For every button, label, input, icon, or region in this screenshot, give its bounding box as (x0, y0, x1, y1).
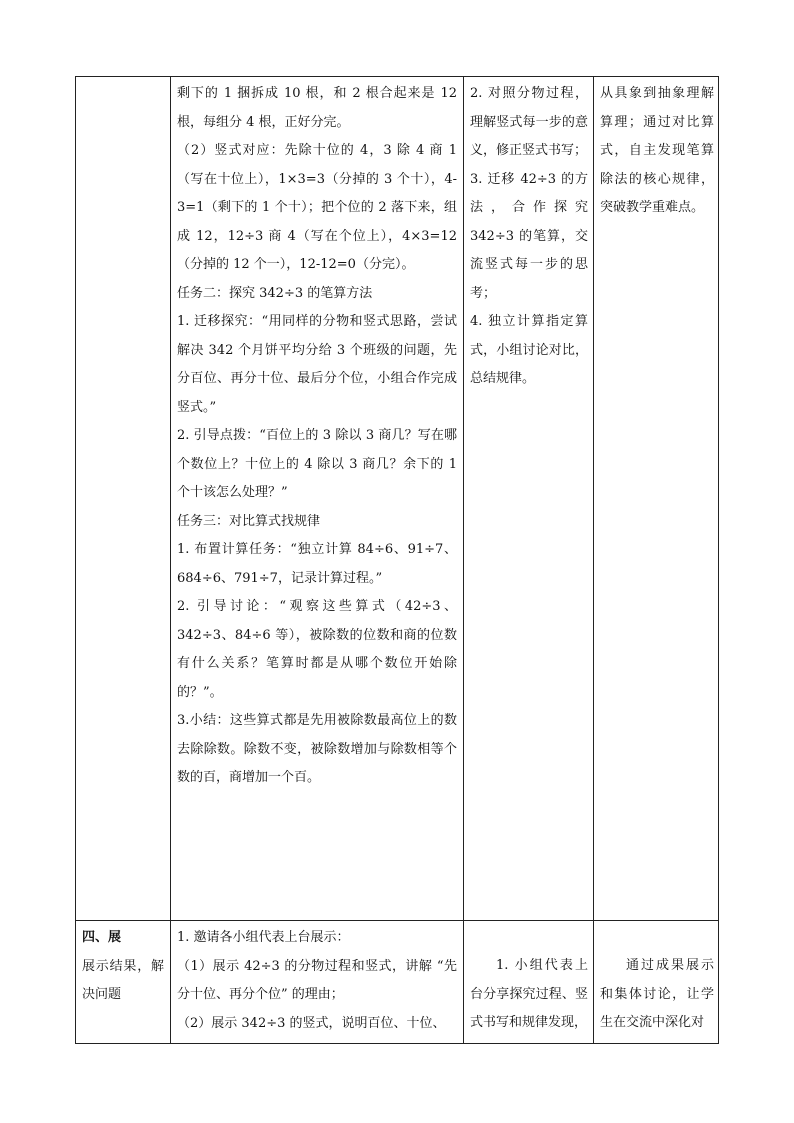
activity-paragraph: （2）展示 342÷3 的竖式，说明百位、十位、 (177, 1015, 446, 1031)
purpose-paragraph: 从具象到抽象理解算理；通过对比算式，自主发现笔算除法的核心规律，突破教学重难点。 (600, 86, 714, 215)
lesson-plan-table (75, 76, 719, 1044)
student-paragraph: 4. 独立计算指定算式，小组讨论对比，总结规律。 (470, 314, 588, 386)
activity-paragraph: 1. 邀请各小组代表上台展示： (177, 930, 350, 945)
table-row (76, 77, 719, 921)
task-heading: 任务二：探究 342÷3 的笔算方法 (177, 285, 373, 301)
stage-cell (76, 77, 171, 921)
teacher-activity-cell (171, 921, 464, 1044)
student-paragraph: 3. 迁移 42÷3 的方法，合作探究 342÷3 的笔算，交流竖式每一步的思考； (470, 171, 588, 301)
table-row (76, 921, 719, 1044)
activity-paragraph: 1. 迁移探究：“用同样的分物和竖式思路，尝试解决 342 个月饼平均分给 3 个班级的问题，先分百位、再分十位、最后分个位，小组合作完成竖式。” (177, 314, 457, 415)
activity-paragraph: 剩下的 1 捆拆成 10 根，和 2 根合起来是 12 根，每组分 4 根，正好分完。 (177, 86, 457, 130)
activity-paragraph: （2）竖式对应：先除十位的 4，3 除 4 商 1（写在十位上），1×3=3（分掉的 3 个十），4-3=1（剩下的 1 个十）；把个位的 2 落下来，组成 12，12÷3 商 4（写在个位上），4×3=12（分掉的 12 个一），12-12=0（分完）。 (177, 143, 457, 272)
task-heading: 任务三：对比算式找规律 (177, 513, 321, 529)
activity-paragraph: 1. 布置计算任务：“独立计算 84÷6、91÷7、684÷6、791÷7，记录计算过程。” (177, 542, 457, 586)
purpose-paragraph: 通过成果展示和集体讨论，让学生在交流中深化对 (600, 958, 714, 1030)
student-activity-cell (464, 921, 594, 1044)
activity-paragraph: （1）展示 42÷3 的分物过程和竖式，讲解 “先分十位、再分个位” 的理由； (177, 958, 457, 1002)
activity-paragraph: 2. 引导点拨：“百位上的 3 除以 3 商几？写在哪个数位上？十位上的 4 除以 3 商几？余下的 1 个十该怎么处理？” (177, 428, 457, 500)
design-purpose-cell (594, 921, 719, 1044)
stage-cell (76, 921, 171, 1044)
student-paragraph: 2. 对照分物过程，理解竖式每一步的意义，修正竖式书写； (470, 86, 588, 158)
teacher-activity-cell (171, 77, 464, 921)
student-paragraph: 1. 小组代表上台分享探究过程、竖式书写和规律发现， (470, 958, 588, 1030)
stage-description: 展示结果，解决问题 (82, 958, 164, 1002)
activity-paragraph: 3.小结：这些算式都是先用被除数最高位上的数去除除数。除数不变，被除数增加与除数相等个数的百，商增加一个百。 (177, 713, 457, 785)
student-activity-cell (464, 77, 594, 921)
stage-title: 四、展 (82, 930, 122, 945)
activity-paragraph: 2. 引导讨论：“观察这些算式（42÷3、342÷3、84÷6 等），被除数的位数和商的位数有什么关系？笔算时都是从哪个数位开始除的？”。 (177, 599, 457, 700)
design-purpose-cell (594, 77, 719, 921)
